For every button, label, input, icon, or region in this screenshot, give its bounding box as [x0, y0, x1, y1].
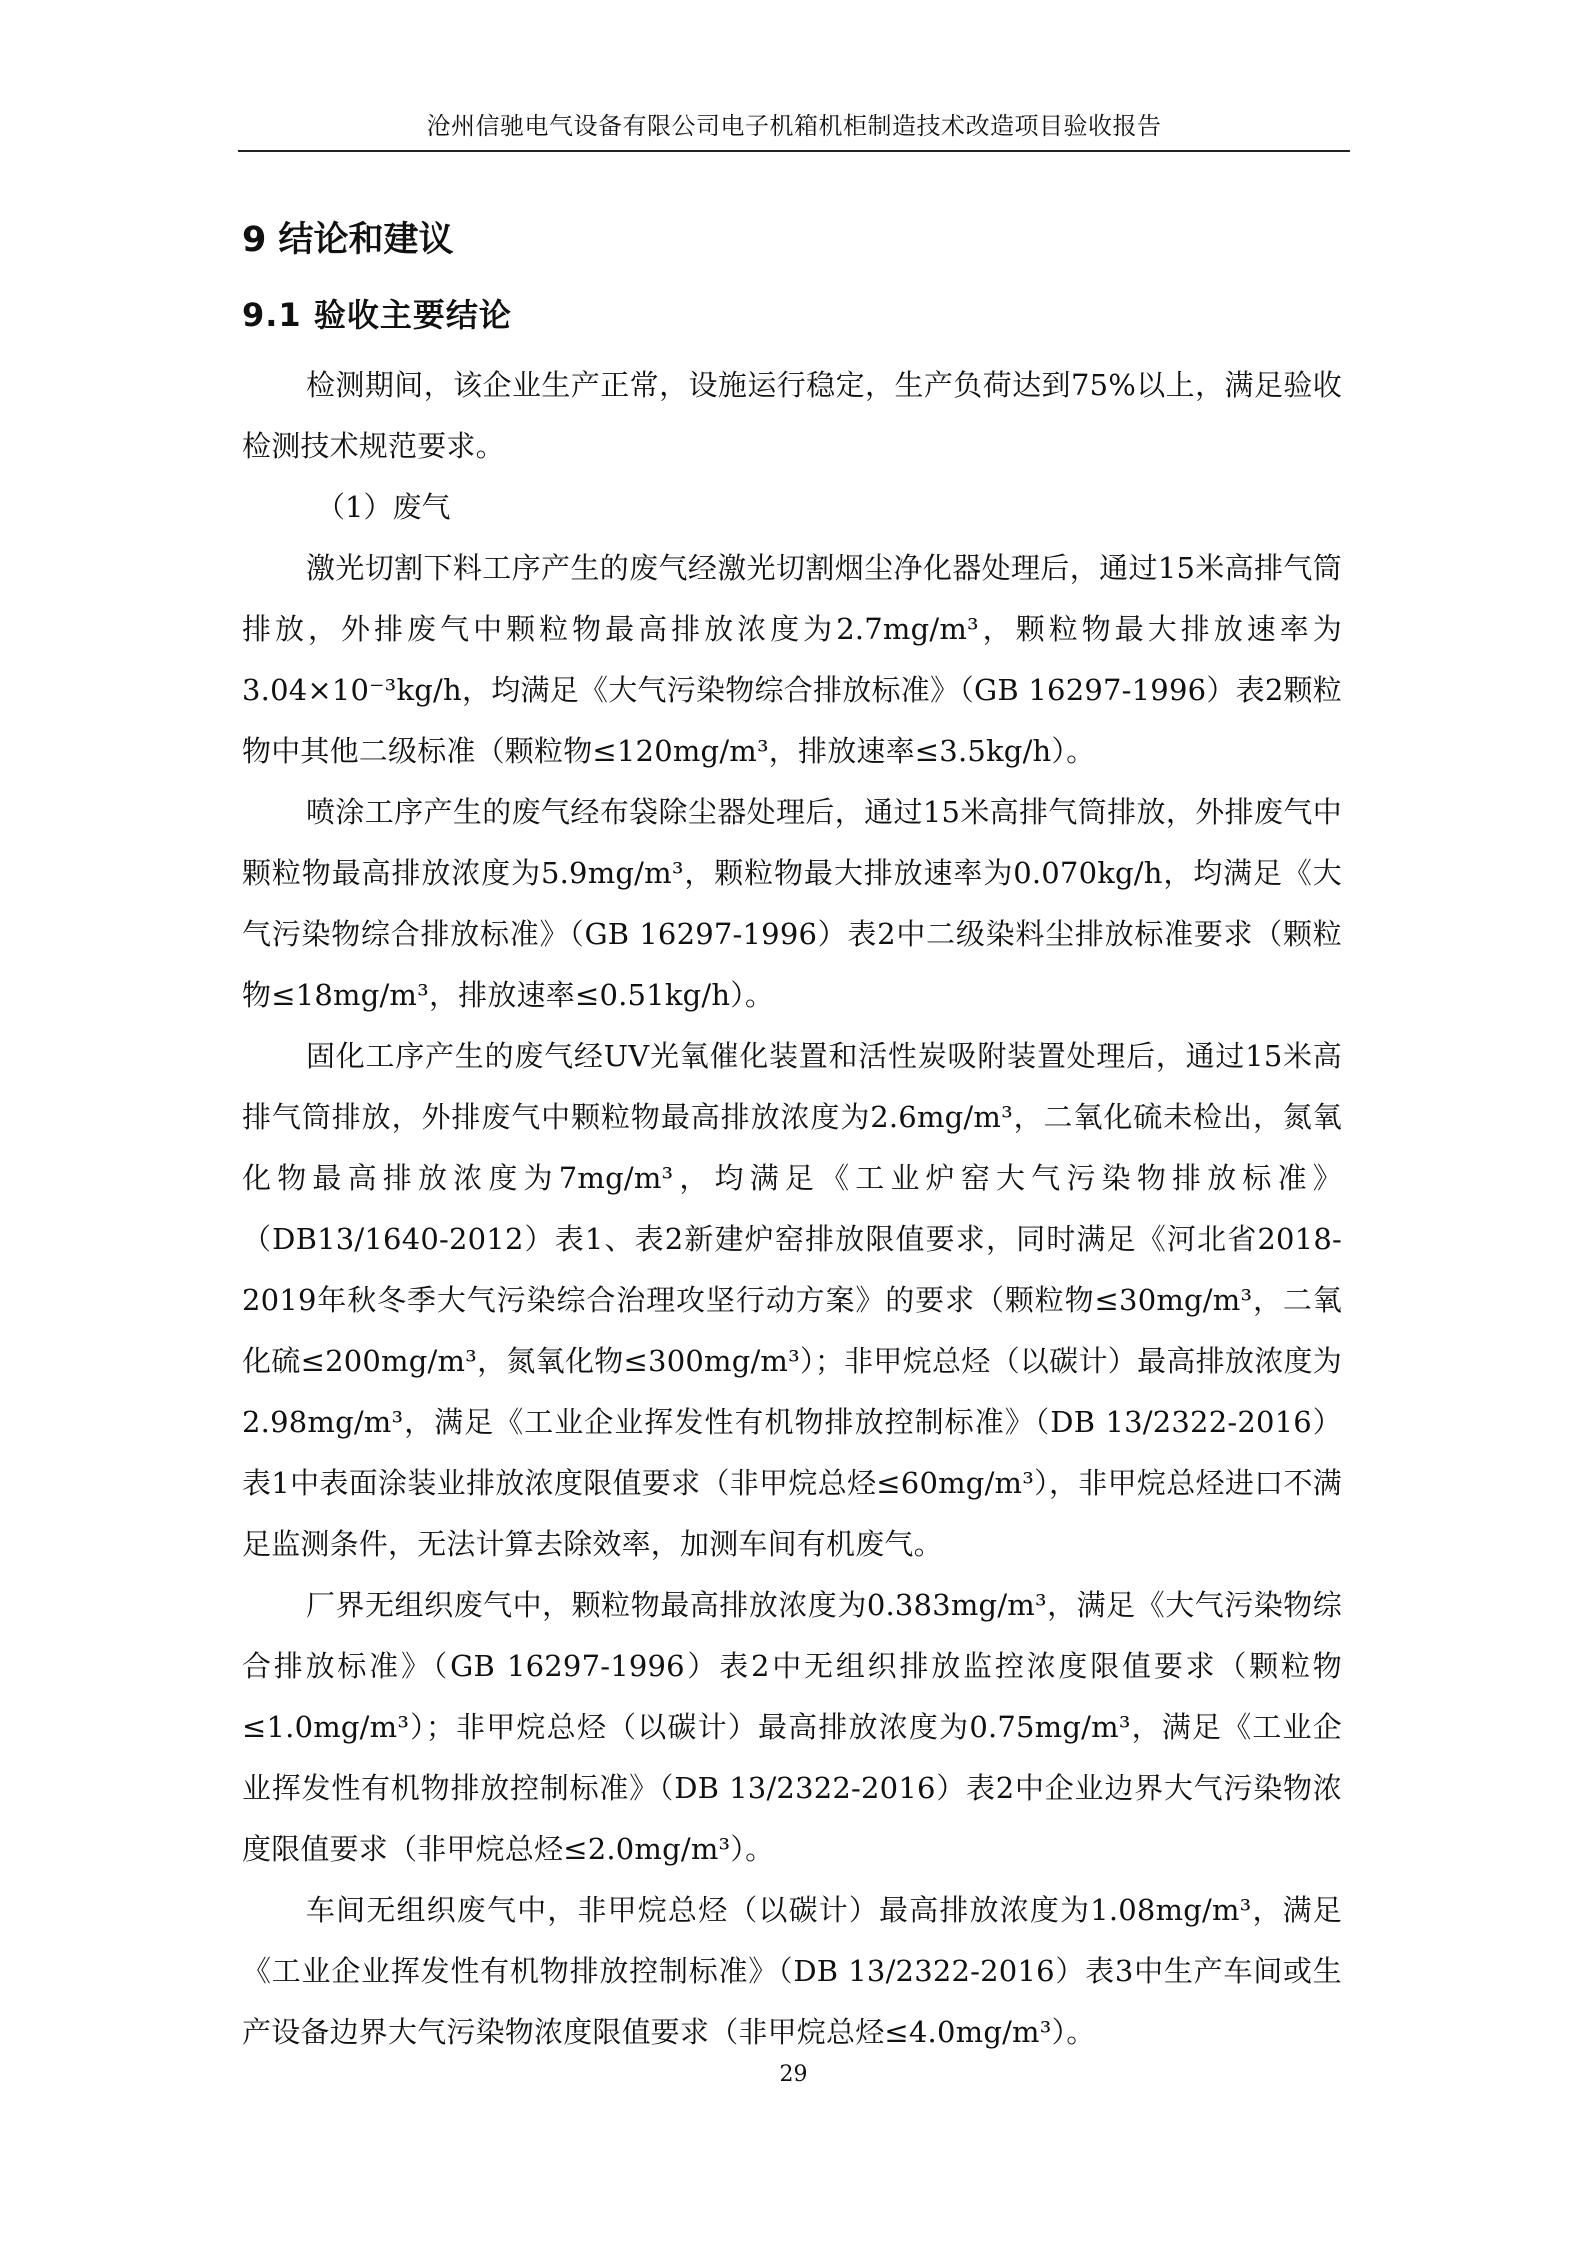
- page-number: 29: [779, 2062, 808, 2087]
- subheading-exhaust-gas: （1）废气: [316, 490, 451, 524]
- chapter-title: 9 结论和建议: [242, 220, 454, 260]
- paragraph-workshop-fugitive: 车间无组织废气中，非甲烷总烃（以碳计）最高排放浓度为1.08mg/m³，满足《工业企业挥发性有机物排放控制标准》（DB 13/2322-2016）表3中生产车间或生产设备边界大气污染物浓度限值要求（非甲烷总烃≤4.0mg/m³）。: [242, 1893, 1342, 2049]
- body-column: [242, 205, 1342, 2063]
- paragraph-laser-cutting: 激光切割下料工序产生的废气经激光切割烟尘净化器处理后，通过15米高排气筒排放，外排废气中颗粒物最高排放浓度为2.7mg/m³，颗粒物最大排放速率为3.04×10⁻³kg/h，均满足《大气污染物综合排放标准》（GB 16297-1996）表2颗粒物中其他二级标准（颗粒物≤120mg/m³，排放速率≤3.5kg/h）。: [242, 551, 1342, 768]
- paragraph-boundary-fugitive: 厂界无组织废气中，颗粒物最高排放浓度为0.383mg/m³，满足《大气污染物综合排放标准》（GB 16297-1996）表2中无组织排放监控浓度限值要求（颗粒物≤1.0mg/m³）；非甲烷总烃（以碳计）最高排放浓度为0.75mg/m³，满足《工业企业挥发性有机物排放控制标准》（DB 13/2322-2016）表2中企业边界大气污染物浓度限值要求（非甲烷总烃≤2.0mg/m³）。: [242, 1588, 1342, 1866]
- section-title: 9.1 验收主要结论: [242, 296, 512, 334]
- paragraph-spraying: 喷涂工序产生的废气经布袋除尘器处理后，通过15米高排气筒排放，外排废气中颗粒物最高排放浓度为5.9mg/m³，颗粒物最大排放速率为0.070kg/h，均满足《大气污染物综合排放标准》（GB 16297-1996）表2中二级染料尘排放标准要求（颗粒物≤18mg/m³，排放速率≤0.51kg/h）。: [242, 795, 1342, 1012]
- header-rule: [238, 150, 1350, 152]
- paragraph-curing: 固化工序产生的废气经UV光氧催化装置和活性炭吸附装置处理后，通过15米高排气筒排放，外排废气中颗粒物最高排放浓度为2.6mg/m³，二氧化硫未检出，氮氧化物最高排放浓度为7mg/m³，均满足《工业炉窑大气污染物排放标准》（DB13/1640-2012）表1、表2新建炉窑排放限值要求，同时满足《河北省2018-2019年秋冬季大气污染综合治理攻坚行动方案》的要求（颗粒物≤30mg/m³，二氧化硫≤200mg/m³，氮氧化物≤300mg/m³）；非甲烷总烃（以碳计）最高排放浓度为2.98mg/m³，满足《工业企业挥发性有机物排放控制标准》（DB 13/2322-2016）表1中表面涂装业排放浓度限值要求（非甲烷总烃≤60mg/m³），非甲烷总烃进口不满足监测条件，无法计算去除效率，加测车间有机废气。: [242, 1039, 1342, 1561]
- running-header: 沧州信驰电气设备有限公司电子机箱机柜制造技术改造项目验收报告: [426, 112, 1162, 140]
- intro-paragraph: 检测期间，该企业生产正常，设施运行稳定，生产负荷达到75%以上，满足验收检测技术规范要求。: [242, 368, 1342, 463]
